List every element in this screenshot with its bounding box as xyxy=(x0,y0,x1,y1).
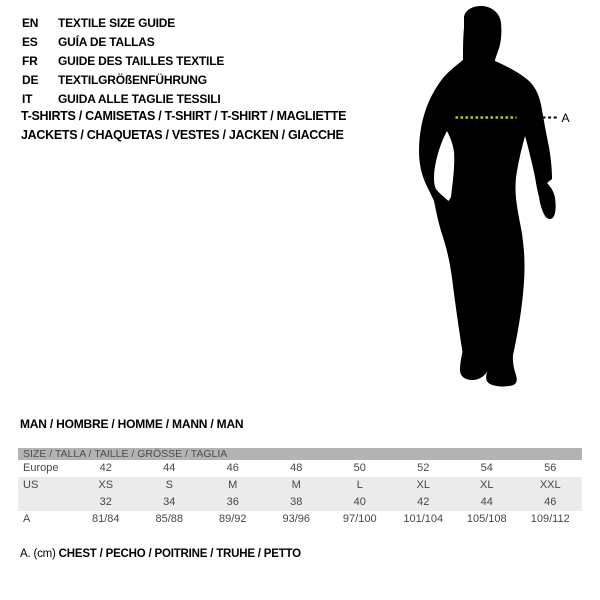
lang-label: GUÍA DE TALLAS xyxy=(58,35,155,49)
size-cell: 42 xyxy=(99,462,112,474)
size-cell: 48 xyxy=(290,462,303,474)
size-cell: 44 xyxy=(163,462,176,474)
row-label: Europe xyxy=(23,462,59,474)
language-list xyxy=(22,14,224,109)
lang-row-fr xyxy=(22,52,224,71)
size-cell: XS xyxy=(98,479,114,491)
size-cell: 56 xyxy=(544,462,557,474)
man-silhouette xyxy=(419,6,556,387)
lang-row-de xyxy=(22,71,224,90)
size-cell: 81/84 xyxy=(91,513,120,525)
table-row-chest-a xyxy=(18,511,582,528)
footnote xyxy=(20,548,301,560)
footnote-measure-names: CHEST / PECHO / POITRINE / TRUHE / PETTO xyxy=(58,548,301,560)
size-cell: 101/104 xyxy=(403,513,444,525)
size-cell: 50 xyxy=(353,462,366,474)
size-cell: L xyxy=(356,479,363,491)
lang-code: FR xyxy=(22,54,38,68)
category-jackets: JACKETS / CHAQUETAS / VESTES / JACKEN / GIACCHE xyxy=(21,128,344,142)
size-cell: XXL xyxy=(539,479,561,491)
man-silhouette-figure xyxy=(400,0,600,410)
table-header-bar: SIZE / TALLA / TAILLE / GRÖSSE / TAGLIA xyxy=(18,448,582,460)
size-cell: 46 xyxy=(226,462,239,474)
size-cell: 89/92 xyxy=(218,513,247,525)
size-cell: 105/108 xyxy=(466,513,507,525)
lang-label: GUIDA ALLE TAGLIE TESSILI xyxy=(58,92,221,106)
lang-row-en xyxy=(22,14,224,33)
size-cell: 109/112 xyxy=(530,513,570,525)
lang-code: IT xyxy=(22,92,33,106)
category-list xyxy=(21,107,346,145)
table-row-europe xyxy=(18,460,582,477)
lang-code: DE xyxy=(22,73,39,87)
lang-code: EN xyxy=(22,16,39,30)
row-label xyxy=(18,494,74,511)
man-silhouette-svg xyxy=(400,0,600,410)
size-cell: 36 xyxy=(226,496,239,508)
size-table xyxy=(18,448,582,528)
size-cell: 93/96 xyxy=(282,513,311,525)
size-cell: M xyxy=(228,479,238,491)
size-cell: 42 xyxy=(417,496,430,508)
table-row-us xyxy=(18,477,582,494)
lang-label: TEXTILE SIZE GUIDE xyxy=(58,16,176,30)
table-row-numeric xyxy=(18,494,582,511)
size-cell: M xyxy=(291,479,301,491)
lang-label: GUIDE DES TAILLES TEXTILE xyxy=(58,54,225,68)
lang-code: ES xyxy=(22,35,38,49)
size-cell: 44 xyxy=(480,496,493,508)
size-cell: 34 xyxy=(163,496,176,508)
size-cell: 40 xyxy=(353,496,366,508)
footnote-measure-key: A. (cm) xyxy=(20,548,59,560)
row-label: US xyxy=(23,479,39,491)
size-cell: 32 xyxy=(99,496,112,508)
size-cell: 54 xyxy=(480,462,493,474)
section-title: MAN / HOMBRE / HOMME / MANN / MAN xyxy=(20,417,244,431)
lang-label: TEXTILGRÖßENFÜHRUNG xyxy=(58,73,207,87)
size-cell: 52 xyxy=(417,462,430,474)
size-cell: 85/88 xyxy=(155,513,184,525)
size-cell: XL xyxy=(416,479,430,491)
size-cell: S xyxy=(165,479,173,491)
row-label: A xyxy=(23,513,31,525)
size-cell: XL xyxy=(480,479,494,491)
size-cell: 46 xyxy=(544,496,557,508)
category-tshirts: T-SHIRTS / CAMISETAS / T-SHIRT / T-SHIRT / MAGLIETTE xyxy=(21,109,347,123)
lang-row-es xyxy=(22,33,224,52)
size-cell: 97/100 xyxy=(342,513,377,525)
size-cell: 38 xyxy=(290,496,303,508)
measure-label-a: A xyxy=(561,111,570,125)
